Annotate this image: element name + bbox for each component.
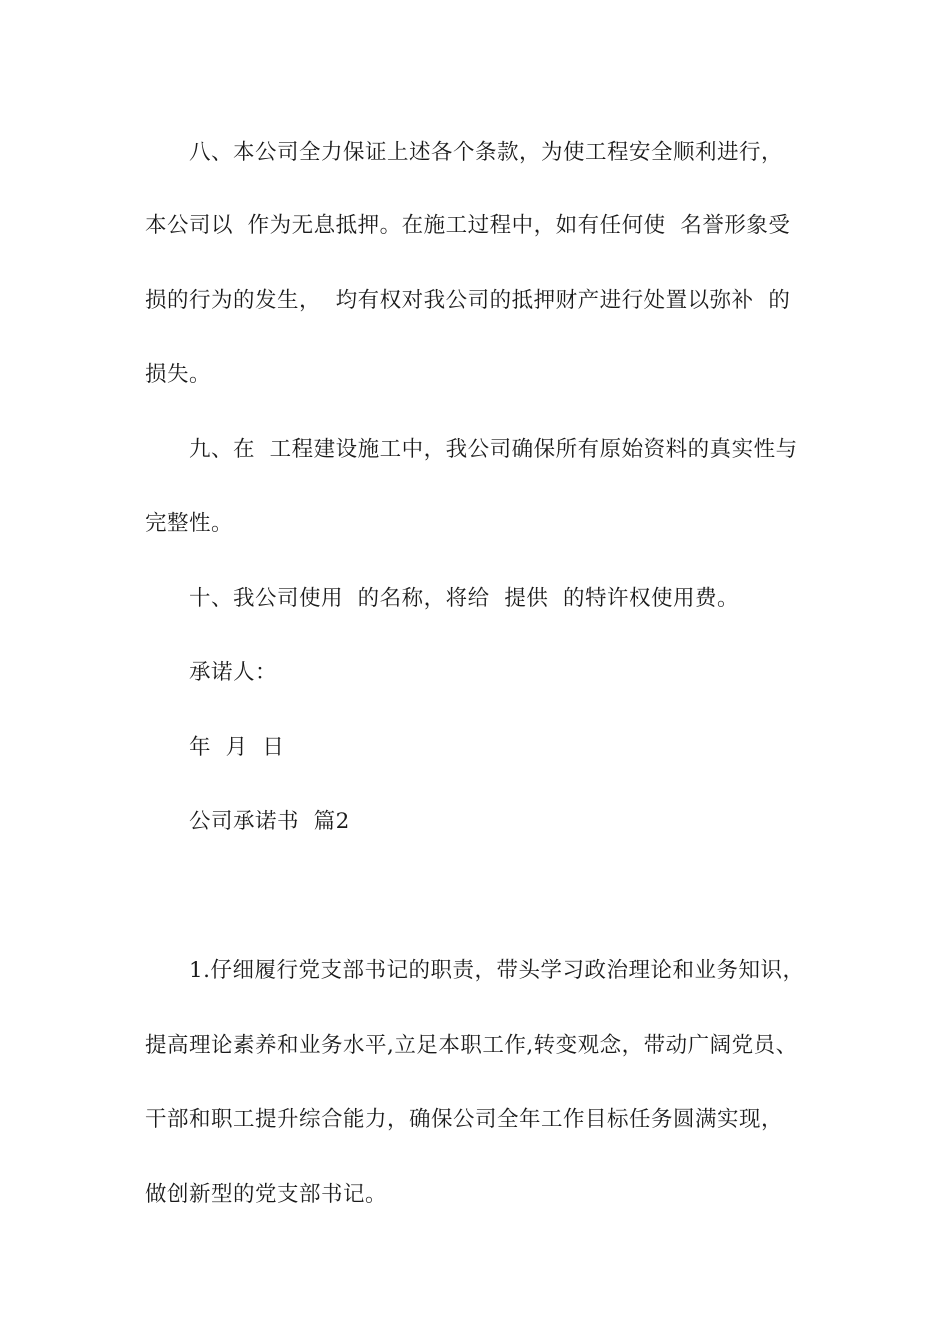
item-1-line-3: 干部和职工提升综合能力，确保公司全年工作目标任务圆满实现， (145, 1107, 784, 1132)
item-1-line-4: 做创新型的党支部书记。 (145, 1182, 388, 1207)
paragraph-8-line-1: 八、本公司全力保证上述各个条款，为使工程安全顺利进行， (189, 140, 784, 165)
item-1-line-2: 提高理论素养和业务水平,立足本职工作,转变观念，带动广阔党员、 (145, 1033, 798, 1058)
paragraph-8-line-4: 损失。 (145, 362, 212, 387)
paragraph-8-line-3: 损的行为的发生， 均有权对我公司的抵押财产进行处置以弥补 的 (145, 288, 791, 313)
date-line: 年 月 日 (189, 735, 285, 760)
paragraph-8-line-2: 本公司以 作为无息抵押。在施工过程中，如有任何使 名誉形象受 (145, 213, 791, 238)
paragraph-9-line-2: 完整性。 (145, 511, 234, 536)
section-heading: 公司承诺书 篇2 (189, 809, 350, 834)
item-1-line-1: 1.仔细履行党支部书记的职责，带头学习政治理论和业务知识， (189, 958, 805, 983)
promisor-label: 承诺人： (189, 660, 278, 685)
paragraph-9-line-1: 九、在 工程建设施工中，我公司确保所有原始资料的真实性与 (189, 437, 798, 462)
paragraph-10: 十、我公司使用 的名称，将给 提供 的特许权使用费。 (189, 586, 740, 611)
